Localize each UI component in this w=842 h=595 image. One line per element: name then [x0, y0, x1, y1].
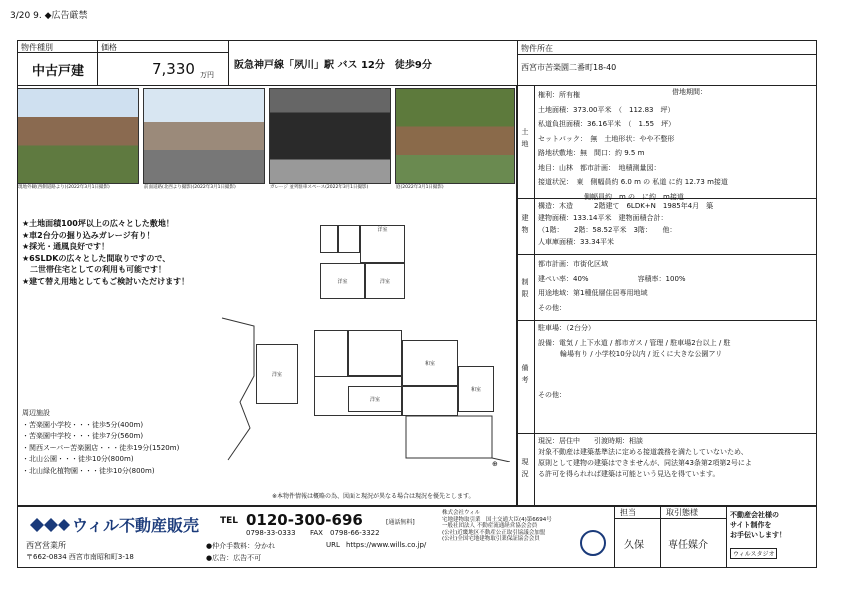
mode-label: 取引態様 — [666, 508, 698, 517]
current-status: 現況：居住中 — [538, 437, 580, 445]
parking: 駐車場：（2台分） — [538, 324, 595, 332]
price-label: 価格 — [101, 43, 117, 52]
room — [402, 386, 458, 416]
borrowed-label: 借地期間： — [672, 88, 707, 96]
surroundings-list — [22, 408, 179, 477]
side-land: 土地 — [521, 128, 529, 148]
charge-value: 久保 — [624, 540, 644, 551]
surrounding-item: ・関西スーパー苦楽園店・・・徒歩19分(1520m) — [22, 443, 180, 452]
land-shape: 土地形状：やや不整形 — [604, 134, 675, 143]
equipment-2: 輪場有り / 小学校10分以内 / 近くに大きな公園アリ — [560, 350, 723, 358]
tel2: 0798-33-0333 — [246, 529, 296, 537]
charge-label: 担当 — [620, 508, 636, 517]
license-block — [442, 510, 552, 543]
frontage: 間口：約 9.5 m — [594, 149, 645, 157]
structure: 構造：木造 — [538, 202, 573, 210]
mode-value: 専任媒介 — [668, 540, 708, 551]
road-status: 路地状敷地：無 — [538, 149, 587, 157]
coverage: 建ぺい率：40% — [538, 274, 589, 283]
promo-line: お手伝いします！ — [730, 531, 786, 539]
feature-item: ★建て替え用地としてもご検討いただけます！ — [22, 276, 190, 286]
tel-label: TEL — [220, 516, 239, 526]
feature-item: ★6SLDKの広々とした間取りですので、 — [22, 253, 171, 263]
city-plan: 都市計画：市街化区域 — [538, 260, 608, 268]
feature-item: 二世帯住宅としての利用も可能です！ — [22, 265, 166, 274]
facilities-other: その他： — [538, 391, 566, 399]
building-info — [538, 200, 713, 248]
license-line: 一般社団法人 不動産流通経営協会会員 — [442, 523, 538, 530]
promo-brand[interactable]: ウィルスタジオ — [730, 548, 777, 559]
access-text: 阪急神戸線「夙川」駅 バス 12分 徒歩9分 — [234, 60, 432, 71]
disclaimer: ※本物件情報は概略の為、図面と現況が異なる場合は現況を優先とします。 — [272, 493, 475, 500]
room-label: 和室 — [402, 340, 458, 386]
fax-number: 0798-66-3322 — [330, 529, 380, 537]
status-note: る許可を得られれば建築は可能という見込を得ています。 — [538, 470, 720, 478]
feature-item: ★土地面積100坪以上の広々とした敷地！ — [22, 219, 174, 228]
fee-text: ●仲介手数料：分かれ — [206, 542, 276, 550]
type-value: 中古戸建 — [32, 64, 85, 79]
land-area-tsubo: （ 112.83 坪） — [618, 105, 675, 114]
district: 都市計画： — [580, 163, 612, 172]
land-rights: 権利：所有権 — [538, 91, 580, 99]
type-label: 物件種別 — [21, 43, 53, 52]
header-date — [10, 11, 87, 22]
status-note: 原則として建物の建築はできませんが、同法第43条第2項第2号によ — [538, 459, 752, 467]
surrounding-item: ・苦楽園中学校・・・徒歩7分(560m) — [22, 432, 144, 440]
side-regulation: 制限 — [521, 278, 529, 298]
floorplan-lower — [220, 316, 510, 468]
location-label: 物件所在 — [521, 44, 553, 53]
road-info-2: 側幅員約 m の に約 m接道 — [584, 192, 684, 201]
setback: セットバック： 無 — [538, 134, 598, 143]
side-status: 現況 — [521, 458, 529, 478]
floor-1: （1階： — [538, 226, 560, 234]
room — [348, 330, 402, 376]
floor-area-total: 建物面積合計： — [618, 214, 668, 222]
floor-area-ratio: 容積率：100% — [637, 274, 686, 283]
url-link[interactable]: https://www.wills.co.jp/ — [346, 541, 427, 549]
floor-2: 2階：58.52平米 — [573, 226, 627, 234]
promo-line: 不動産会社様の — [730, 511, 779, 519]
branch-name: 西宮営業所 — [26, 541, 66, 550]
tel-note: [通話無料] — [386, 519, 415, 526]
price-unit: 万円 — [200, 71, 214, 79]
survey: 地積測量図： — [618, 163, 661, 172]
facilities-info — [538, 323, 731, 401]
delivery-time: 引渡時期：相談 — [594, 437, 643, 445]
url-label: URL — [326, 541, 340, 549]
floor-area: 建物面積：133.14平米 — [538, 214, 612, 222]
promo-line: サイト制作を — [730, 521, 772, 529]
promo-block — [730, 510, 786, 540]
equipment: 設備：電気 / 上下水道 / 都市ガス / 管理 / 駐車場2台以上 / 駐 — [538, 339, 731, 347]
status-info — [538, 436, 752, 480]
side-facilities: 備考 — [521, 364, 529, 384]
feature-item: ★採光・通風良好です！ — [22, 242, 110, 251]
room-label: 洋室 — [360, 225, 405, 263]
license-line: 宅地建物取引業 国土交通大臣(4)第6694号 — [442, 516, 552, 523]
branch-address: 〒662-0834 西宮市南昭和町3-18 — [26, 553, 134, 561]
land-category: 地目：山林 — [538, 163, 573, 172]
room-label: 和室 — [458, 366, 494, 412]
status-note: 対象不動産は建築基準法に定める接道義務を満たしていないため、 — [538, 448, 748, 456]
land-area: 土地面積：373.00平米 — [538, 105, 612, 114]
date-text: 3/20 — [10, 11, 31, 21]
floorplan-upper — [320, 225, 405, 300]
room — [320, 225, 338, 253]
floor-other: 他： — [662, 226, 677, 234]
license-line: (公社)近畿地区不動産公正取引協議会加盟 — [442, 529, 546, 536]
number-text: 9. — [33, 11, 42, 21]
garage-area: 人車庫面積：33.34平米 — [538, 238, 615, 246]
tel-number: 0120-300-696 — [246, 511, 363, 529]
room-label: 洋室 — [348, 386, 402, 412]
land-info — [538, 88, 728, 204]
license-line: 株式会社ウィル — [442, 510, 481, 516]
surroundings-title: 周辺施設 — [22, 409, 50, 417]
floors: 2階建て — [594, 202, 620, 210]
company-name: ウィル不動産販売 — [72, 516, 200, 535]
layout: 6LDK+N — [626, 202, 656, 210]
fax-label: FAX — [310, 529, 323, 537]
side-building: 建物 — [521, 214, 529, 234]
company-logo-icon — [26, 514, 70, 540]
regulation-info — [538, 257, 686, 315]
regulation-other: その他： — [538, 303, 566, 312]
photo-caption-exterior: 現地外観(西側道路より)(2022年3月1日撮影) — [18, 185, 110, 190]
price-value: 7,330 — [152, 60, 195, 78]
road-info: 接道状況： 東 側幅員約 6.0 m の 私道 に約 12.73 m接道 — [538, 178, 728, 186]
floor-3: 3階： — [633, 226, 649, 234]
zone: 用途地域：第1種低層住居専用地域 — [538, 289, 648, 297]
room — [338, 225, 360, 253]
private-road-tsubo: （ 1.55 坪） — [628, 120, 676, 128]
north-arrow-icon: ⊕ — [492, 460, 498, 468]
photo-caption-garden: 庭(2022年3月1日撮影) — [396, 185, 444, 190]
license-line: (公社)全国宅地建物取引業保証協会会員 — [442, 536, 540, 543]
surrounding-item: ・北山緑化植物園・・・徒歩10分(800m) — [22, 466, 155, 475]
association-seal-icon — [580, 530, 606, 556]
notice-text: ◆広告厳禁 — [44, 11, 88, 21]
feature-list — [22, 218, 189, 287]
room-label: 洋室 — [365, 263, 405, 299]
location-value: 西宮市苦楽園二番町18-40 — [521, 63, 617, 72]
surrounding-item: ・北山公園・・・徒歩10分(800m) — [22, 455, 134, 463]
room-label: 洋室 — [256, 344, 298, 404]
room-label: 洋室 — [320, 263, 365, 299]
ad-text: ●広告：広告不可 — [206, 554, 262, 562]
built-date: 1985年4月 築 — [662, 202, 714, 210]
feature-item: ★車2台分の掘り込みガレージ有り！ — [22, 230, 155, 240]
private-road: 私道負担面積：36.16平米 — [538, 120, 622, 128]
surrounding-item: ・苦楽園小学校・・・徒歩5分(400m) — [22, 420, 144, 429]
photo-caption-street: 前面道路(北西より撮影)(2022年3月1日撮影) — [144, 185, 236, 190]
photo-caption-garage: ガレージ 並列駐車スペース(2022年3月1日撮影) — [270, 185, 369, 190]
